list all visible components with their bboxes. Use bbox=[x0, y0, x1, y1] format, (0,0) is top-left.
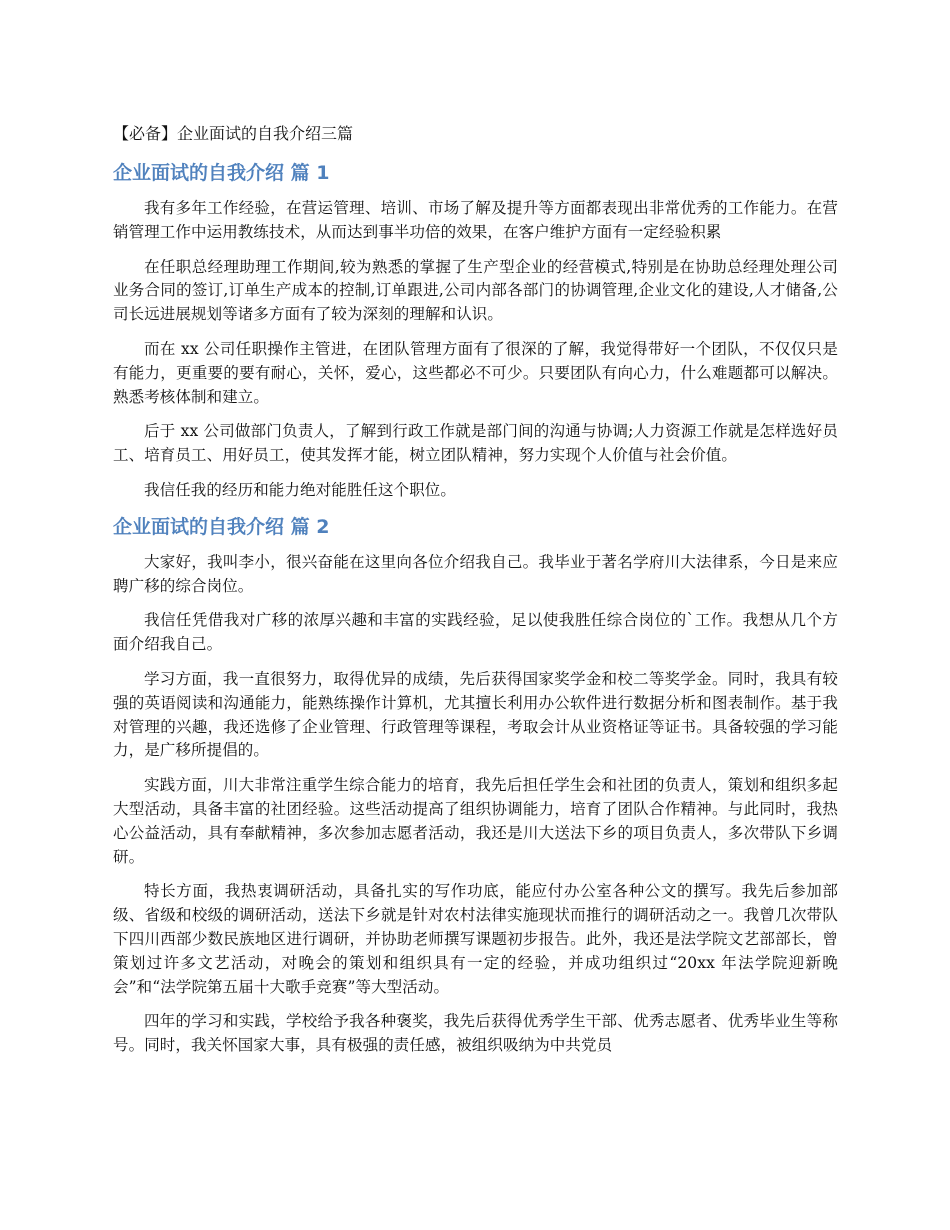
section-1 bbox=[113, 160, 838, 503]
paragraph: 我信任我的经历和能力绝对能胜任这个职位。 bbox=[144, 480, 457, 499]
paragraph: 特长方面，我热衷调研活动，具备扎实的写作功底，能应付办公室各种公文的撰写。我先后参加部级、省级和校级的调研活动，送法下乡就是针对农村法律实施现状而推行的调研活动之一。我曾几次带队下四川西部少数民族地区进行调研，并协助老师撰写课题初步报告。此外，我还是法学院文艺部部长，曾策划过许多文艺活动，对晚会的策划和组织具有一定的经验，并成功组织过“20xx 年法学院迎新晚会”和“法学院第五届十大歌手竞赛”等大型活动。 bbox=[113, 882, 838, 996]
paragraph: 我信任凭借我对广移的浓厚兴趣和丰富的实践经验，足以使我胜任综合岗位的`工作。我想从几个方面介绍我自己。 bbox=[113, 611, 838, 654]
paragraph: 学习方面，我一直很努力，取得优异的成绩，先后获得国家奖学金和校二等奖学金。同时，我具有较强的英语阅读和沟通能力，能熟练操作计算机，尤其擅长利用办公软件进行数据分析和图表制作。基于我对管理的兴趣，我还选修了企业管理、行政管理等课程，考取会计从业资格证等证书。具备较强的学习能力，是广移所提倡的。 bbox=[113, 669, 838, 760]
paragraph: 我有多年工作经验，在营运管理、培训、市场了解及提升等方面都表现出非常优秀的工作能力。在营销管理工作中运用教练技术，从而达到事半功倍的效果，在客户维护方面有一定经验积累 bbox=[113, 199, 838, 241]
paragraph: 后于 xx 公司做部门负责人，了解到行政工作就是部门间的沟通与协调;人力资源工作就是怎样选好员工、培育员工、用好员工，使其发挥才能，树立团队精神，努力实现个人价值与社会价值。 bbox=[113, 422, 838, 465]
document-page bbox=[113, 122, 838, 1069]
section-2 bbox=[113, 514, 838, 1058]
paragraph: 在任职总经理助理工作期间,较为熟悉的掌握了生产型企业的经营模式,特别是在协助总经理处理公司业务合同的签订,订单生产成本的控制,订单跟进,公司内部各部门的协调管理,企业文化的建设,人才储备,公司长远进展规划等诸多方面有了较为深刻的理解和认识。 bbox=[113, 257, 838, 324]
paragraph: 而在 xx 公司任职操作主管进，在团队管理方面有了很深的了解，我觉得带好一个团队，不仅仅只是有能力，更重要的要有耐心，关怀，爱心，这些都必不可少。只要团队有向心力，什么难题都可以解决。熟悉考核体制和建立。 bbox=[113, 339, 838, 406]
paragraph: 大家好，我叫李小，很兴奋能在这里向各位介绍我自己。我毕业于著名学府川大法律系，今日是来应聘广移的综合岗位。 bbox=[113, 552, 838, 595]
section-heading: 企业面试的自我介绍 篇 2 bbox=[113, 515, 330, 538]
document-title: 【必备】企业面试的自我介绍三篇 bbox=[113, 124, 354, 143]
section-heading: 企业面试的自我介绍 篇 1 bbox=[113, 162, 330, 184]
paragraph: 实践方面，川大非常注重学生综合能力的培育，我先后担任学生会和社团的负责人，策划和组织多起大型活动，具备丰富的社团经验。这些活动提高了组织协调能力，培育了团队合作精神。与此同时，我热心公益活动，具有奉献精神，多次参加志愿者活动，我还是川大送法下乡的项目负责人，多次带队下乡调研。 bbox=[113, 776, 838, 866]
paragraph: 四年的学习和实践，学校给予我各种褒奖，我先后获得优秀学生干部、优秀志愿者、优秀毕业生等称号。同时，我关怀国家大事，具有极强的责任感，被组织吸纳为中共党员 bbox=[113, 1012, 838, 1055]
